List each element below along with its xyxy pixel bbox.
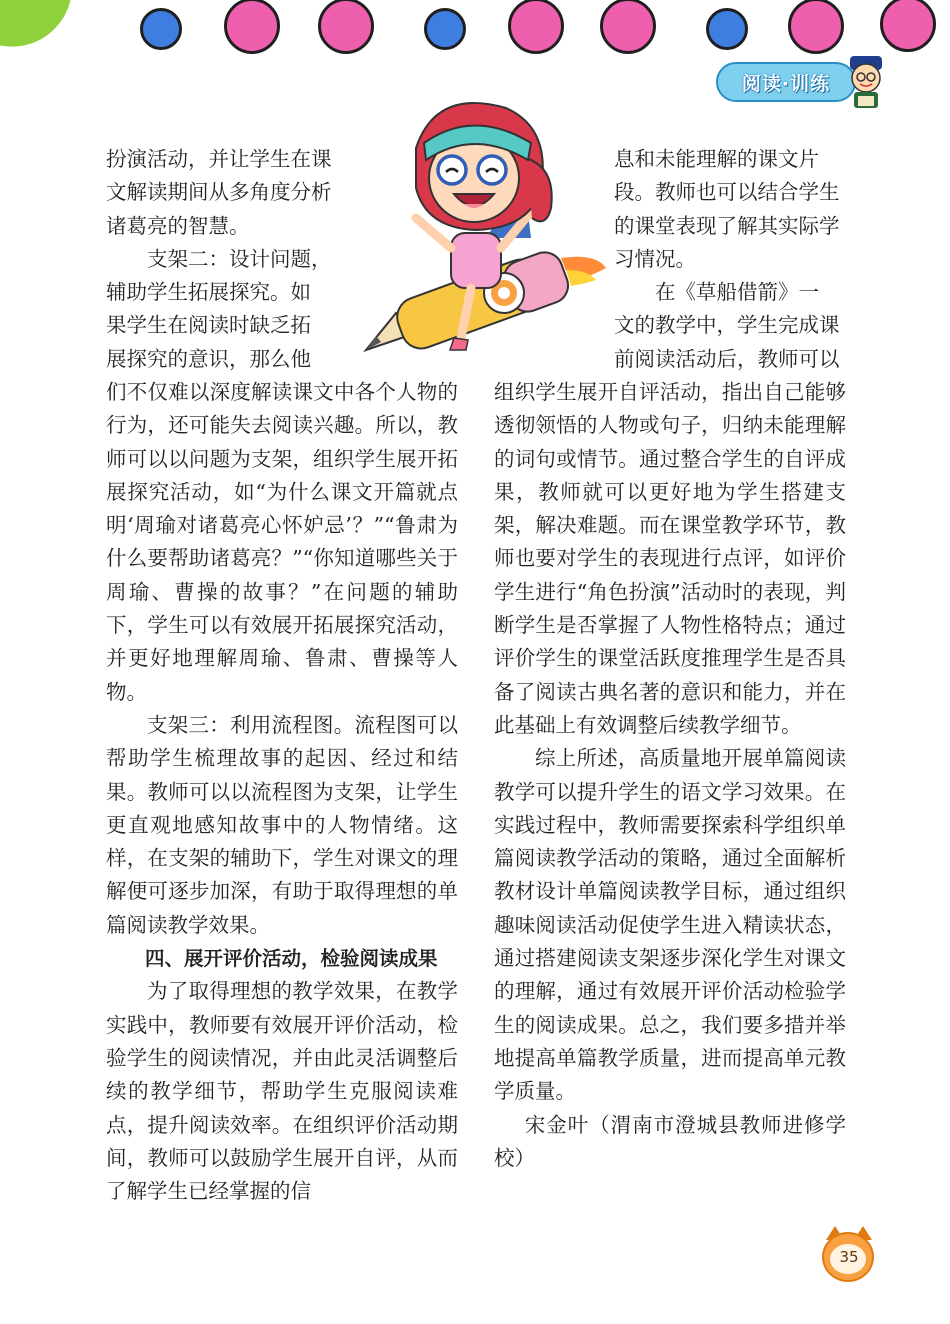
paragraph: 们不仅难以深度解读课文中各个人物的行为，还可能失去阅读兴趣。所以，教师可以以问题为支架，组织学生展开拓展探究活动，如“为什么课文开篇就点明‘周瑜对诸葛亮心怀妒忌’？”“鲁肃为什么要帮助诸葛亮？”“你知道哪些关于周瑜、曹操的故事？”在问题的辅助下，学生可以有效展开拓展探究活动，并更好地理解周瑜、鲁肃、曹操等人物。 xyxy=(106,380,458,704)
girl-on-pencil-rocket-illustration xyxy=(356,88,610,364)
blue-dot-decoration xyxy=(424,8,466,50)
left-line: 果学生在阅读时缺乏拓 xyxy=(106,313,311,338)
pink-dot-decoration xyxy=(318,0,374,54)
left-column xyxy=(106,376,458,1208)
pink-dot-decoration xyxy=(508,0,564,54)
right-line: 前阅读活动后，教师可以 xyxy=(614,346,840,371)
paragraph: 综上所述，高质量地开展单篇阅读教学可以提升学生的语文学习效果。在实践过程中，教师需要探索科学组织单篇阅读教学活动的策略，通过全面解析教材设计单篇阅读教学目标，通过组织趣味阅读活动促使学生进入精读状态，通过搭建阅读支架逐步深化学生对课文的理解，通过有效展开评价活动检验学生的阅读成果。总之，我们要多措并举地提高单篇教学质量，进而提高单元教学质量。 xyxy=(494,746,846,1104)
cartoon-boy-icon xyxy=(840,54,892,110)
right-column xyxy=(494,376,846,1175)
section-heading: 四、展开评价活动，检验阅读成果 xyxy=(145,947,438,971)
left-line: 诸葛亮的智慧。 xyxy=(106,213,250,238)
left-line: 扮演活动，并让学生在课 xyxy=(106,147,332,171)
pink-dot-decoration xyxy=(600,0,656,54)
blue-dot-decoration xyxy=(140,8,182,50)
left-line: 展探究的意识，那么他 xyxy=(106,346,311,371)
left-line: 文解读期间从多角度分析 xyxy=(106,180,332,205)
left-line: 辅助学生拓展探究。如 xyxy=(106,280,311,305)
paragraph: 支架三：利用流程图。流程图可以帮助学生梳理故事的起因、经过和结果。教师可以以流程图为支架，让学生更直观地感知故事中的人物情绪。这样，在支架的辅助下，学生对课文的理解便可逐步加深，有助于取得理想的单篇阅读教学效果。 xyxy=(106,712,458,937)
paragraph: 为了取得理想的教学效果，在教学实践中，教师要有效展开评价活动，检验学生的阅读情况，并由此灵活调整后续的教学细节，帮助学生克服阅读难点，提升阅读效率。在组织评价活动期间，教师可以鼓励学生展开自评，从而了解学生已经掌握的信 xyxy=(106,979,458,1204)
paragraph: 组织学生展开自评活动，指出自己能够透彻领悟的人物或句子，归纳未能理解的词句或情节。通过整合学生的自评成果，教师就可以更好地为学生搭建支架，解决难题。而在课堂教学环节，教师也要对学生的表现进行点评，如评价学生进行“角色扮演”活动时的表现，判断学生是否掌握了人物性格特点；通过评价学生的课堂活跃度推理学生是否具备了阅读古典名著的意识和能力，并在此基础上有效调整后续教学细节。 xyxy=(494,380,846,737)
pink-dot-decoration xyxy=(880,0,936,52)
right-line: 习情况。 xyxy=(614,246,696,271)
left-line: 支架二：设计问题， xyxy=(147,246,332,271)
section-badge-label: 阅读·训练 xyxy=(716,62,856,102)
green-leaf-decoration xyxy=(0,0,74,56)
page-number-badge xyxy=(820,1226,878,1282)
right-line: 段。教师也可以结合学生 xyxy=(614,180,840,205)
right-line: 息和未能理解的课文片 xyxy=(614,147,819,171)
right-column-wrapped-top xyxy=(614,143,846,376)
author-affiliation: 宋金叶（渭南市澄城县教师进修学校） xyxy=(494,1112,846,1170)
left-column-wrapped-top xyxy=(106,143,336,376)
pink-dot-decoration xyxy=(224,0,280,54)
right-line: 的课堂表现了解其实际学 xyxy=(614,213,840,238)
right-line: 文的教学中，学生完成课 xyxy=(614,313,840,338)
page-number: 35 xyxy=(839,1248,859,1266)
section-badge xyxy=(716,54,892,108)
blue-dot-decoration xyxy=(706,8,748,50)
right-line: 在《草船借箭》一 xyxy=(655,280,819,305)
pink-dot-decoration xyxy=(788,0,844,54)
